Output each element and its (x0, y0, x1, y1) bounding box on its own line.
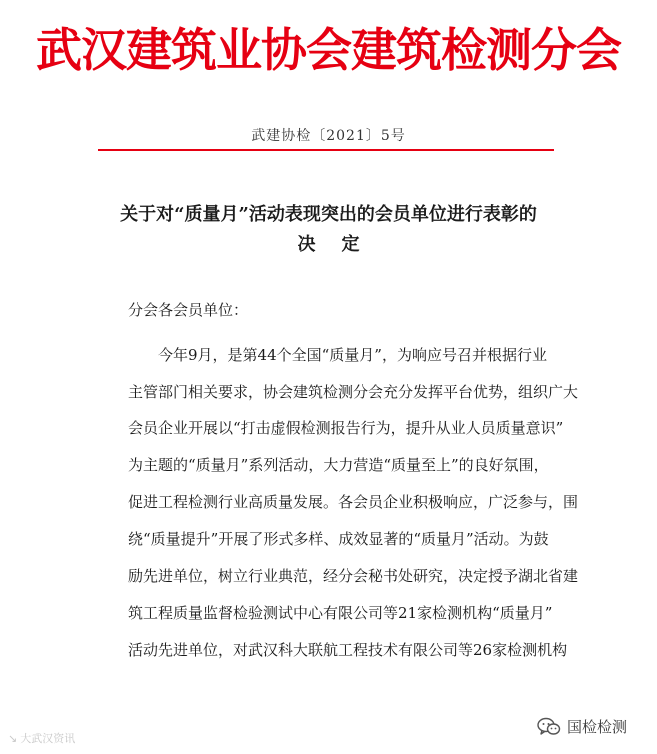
wechat-account-name: 国检检测 (567, 718, 628, 736)
body-line: 绕“质量提升”开展了形式多样、成效显著的“质量月”活动。为鼓 (128, 530, 549, 548)
body-line: 主管部门相关要求，协会建筑检测分会充分发挥平台优势，组织广大 (128, 383, 579, 401)
body-line: 为主题的“质量月”系列活动，大力营造“质量至上”的良好氛围， (128, 456, 549, 474)
body-line: 活动先进单位，对武汉科大联航工程技术有限公司等26家检测机构 (128, 641, 568, 659)
body-line: 今年9月，是第44个全国“质量月”，为响应号召并根据行业 (158, 346, 547, 364)
source-watermark (8, 730, 75, 746)
source-watermark-text: 大武汉资讯 (20, 732, 76, 745)
body-line: 筑工程质量监督检验测试中心有限公司等21家检测机构“质量月” (128, 604, 553, 622)
body-line: 励先进单位，树立行业典范，经分会秘书处研究，决定授予湖北省建 (128, 567, 579, 585)
document-heading-line-2: 决定 (297, 234, 386, 255)
red-divider (98, 149, 554, 151)
document-heading-line-1: 关于对“质量月”活动表现突出的会员单位进行表彰的 (120, 204, 537, 225)
salutation: 分会各会员单位： (128, 301, 249, 319)
body-line: 促进工程检测行业高质量发展。各会员企业积极响应，广泛参与，围 (128, 493, 579, 511)
watermark-mark-icon: ↘ (8, 731, 18, 745)
organization-title: 武汉建筑业协会建筑检测分会 (36, 23, 621, 77)
wechat-account-badge[interactable] (537, 716, 627, 737)
document-number: 武建协检〔2021〕5号 (251, 128, 406, 144)
wechat-icon (537, 717, 561, 737)
body-line: 会员企业开展以“打击虚假检测报告行为，提升从业人员质量意识” (128, 419, 564, 437)
